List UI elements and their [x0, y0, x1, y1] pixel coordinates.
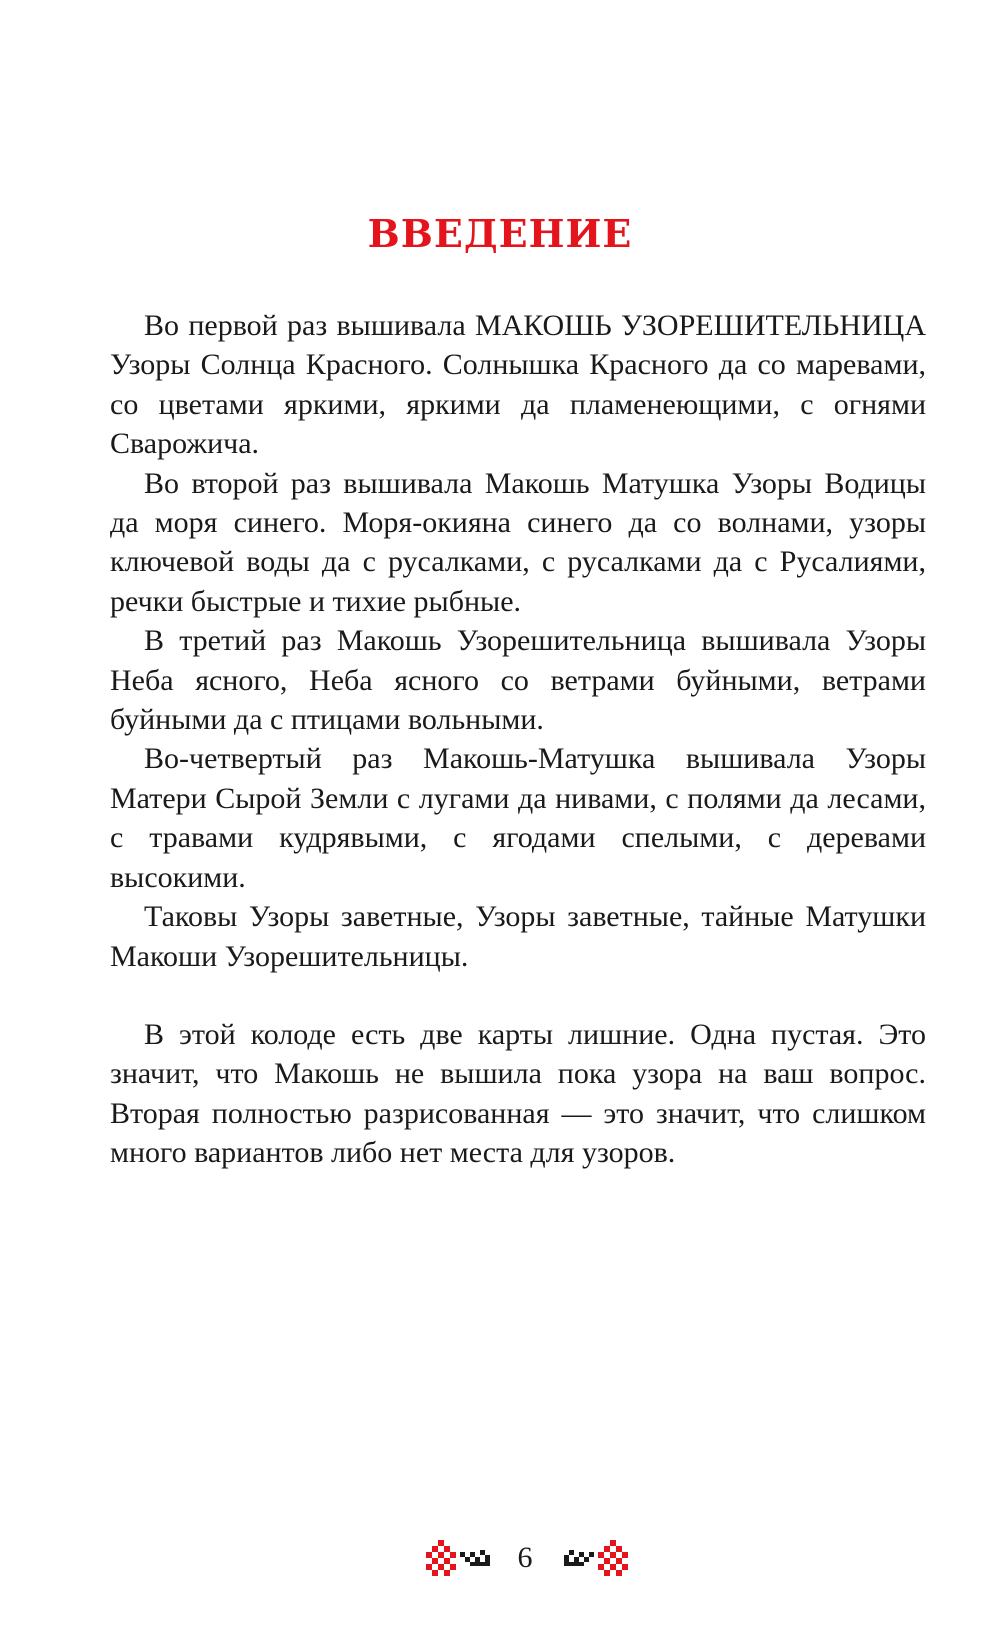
embroidery-ornament-icon [426, 1538, 492, 1578]
paragraph: Во первой раз вышивала МАКОШЬ УЗОРЕШИТЕЛЬНИЦА Узоры Солнца Красного. Солнышка Красного да со маревами, со цветами яркими, яркими да пламенеющими, с огнями Сварожича. [110, 309, 926, 461]
page-title: введение [367, 196, 633, 260]
page-footer [0, 1538, 1000, 1582]
paragraph: Во второй раз вышивала Макошь Матушка Узоры Водицы да моря синего. Моря-окияна синего да со волнами, узоры ключевой воды да с русалками, с русалками да с Русалиями, речки быстрые и тихие рыбные. [110, 466, 926, 618]
page-number: 6 [517, 1541, 533, 1574]
paragraph: Таковы Узоры заветные, Узоры заветные, тайные Матушки Макоши Узорешительницы. [110, 900, 926, 973]
embroidery-ornament-icon [562, 1538, 628, 1578]
paragraph: В этой колоде есть две карты лишние. Одна пустая. Это значит, что Макошь не вышила пока узора на ваш вопрос. Вторая полностью разрисованная — это значит, что слишком много вариантов либо нет места для узоров. [110, 1017, 926, 1170]
paragraph: В третий раз Макошь Узорешительница вышивала Узоры Неба ясного, Неба ясного со ветрами буйными, ветрами буйными да с птицами вольными. [110, 624, 926, 737]
body-text [110, 306, 926, 1173]
paragraph: Во-четвертый раз Макошь-Матушка вышивала Узоры Матери Сырой Земли с лугами да нивами, с полями да лесами, с травами кудрявыми, с ягодами спелыми, с деревами высокими. [110, 742, 926, 894]
